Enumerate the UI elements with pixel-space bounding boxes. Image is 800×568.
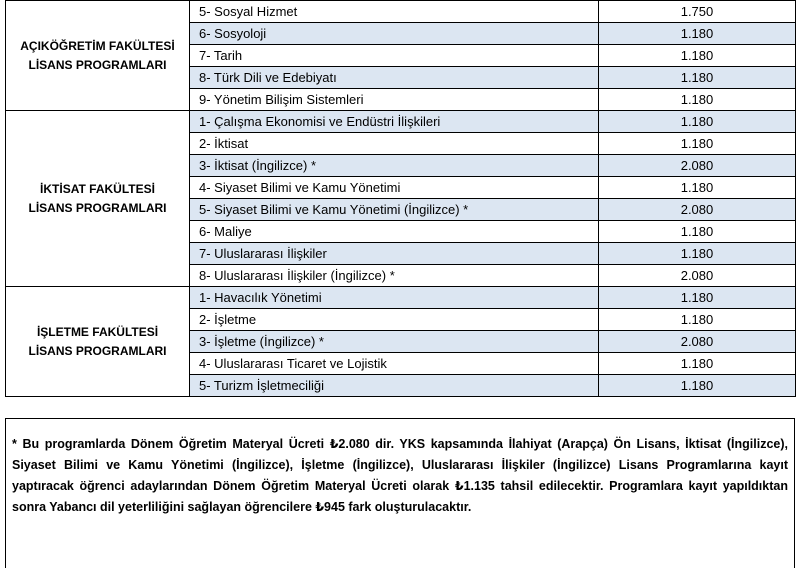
program-fee-cell: 1.180 — [599, 111, 796, 133]
program-name-cell: 6- Maliye — [190, 221, 599, 243]
program-fee-cell: 1.750 — [599, 1, 796, 23]
program-name-cell: 8- Uluslararası İlişkiler (İngilizce) * — [190, 265, 599, 287]
program-fee-cell: 2.080 — [599, 155, 796, 177]
program-name-cell: 7- Uluslararası İlişkiler — [190, 243, 599, 265]
program-fee-table-body — [6, 1, 796, 397]
program-name-cell: 3- İktisat (İngilizce) * — [190, 155, 599, 177]
program-row — [6, 111, 796, 133]
program-name-cell: 1- Havacılık Yönetimi — [190, 287, 599, 309]
program-fee-cell: 1.180 — [599, 375, 796, 397]
faculty-name-cell — [6, 1, 190, 111]
program-fee-cell: 1.180 — [599, 23, 796, 45]
program-fee-cell: 1.180 — [599, 243, 796, 265]
faculty-name-line: İKTİSAT FAKÜLTESİ — [40, 181, 155, 196]
faculty-name-cell — [6, 287, 190, 397]
program-name-cell: 7- Tarih — [190, 45, 599, 67]
program-name-cell: 2- İşletme — [190, 309, 599, 331]
program-name-cell: 4- Uluslararası Ticaret ve Lojistik — [190, 353, 599, 375]
program-name-cell: 1- Çalışma Ekonomisi ve Endüstri İlişkileri — [190, 111, 599, 133]
faculty-name-cell — [6, 111, 190, 287]
faculty-name-line: İŞLETME FAKÜLTESİ — [36, 324, 159, 339]
program-row — [6, 287, 796, 309]
faculty-name-line: LİSANS PROGRAMLARI — [28, 343, 167, 358]
footnote-box — [5, 418, 795, 568]
program-fee-cell: 1.180 — [599, 45, 796, 67]
program-name-cell: 9- Yönetim Bilişim Sistemleri — [190, 89, 599, 111]
program-name-cell: 5- Sosyal Hizmet — [190, 1, 599, 23]
program-name-cell: 5- Siyaset Bilimi ve Kamu Yönetimi (İngilizce) * — [190, 199, 599, 221]
program-fee-cell: 1.180 — [599, 353, 796, 375]
footnote-text: * Bu programlarda Dönem Öğretim Materyal Ücreti ₺2.080 dir. YKS kapsamında İlahiyat (Arapça) Ön Lisans, İktisat (İngilizce), Siyaset Bilimi ve Kamu Yönetimi (İngilizce), İşletme (İngilizce), Uluslararası İlişkiler (İngilizce) Lisans Programlarına kayıt yaptıracak öğrenci adaylarından Dönem Öğretim Materyal Ücreti olarak ₺1.135 tahsil edilecektir. Programlara kayıt yapıldıktan sonra Yabancı dil yeterliliğini sağlayan öğrencilere ₺945 fark oluşturulacaktır. — [12, 437, 788, 514]
program-name-cell: 3- İşletme (İngilizce) * — [190, 331, 599, 353]
program-row — [6, 1, 796, 23]
faculty-name-line: LİSANS PROGRAMLARI — [28, 57, 167, 72]
program-fee-cell: 1.180 — [599, 67, 796, 89]
program-fee-cell: 1.180 — [599, 133, 796, 155]
faculty-name-line: AÇIKÖĞRETİM FAKÜLTESİ — [20, 38, 175, 53]
program-fee-cell: 1.180 — [599, 309, 796, 331]
program-fee-cell: 2.080 — [599, 331, 796, 353]
program-name-cell: 5- Turizm İşletmeciliği — [190, 375, 599, 397]
program-fee-cell: 1.180 — [599, 221, 796, 243]
program-fee-cell: 1.180 — [599, 177, 796, 199]
faculty-name-line: LİSANS PROGRAMLARI — [28, 200, 167, 215]
program-fee-cell: 2.080 — [599, 199, 796, 221]
program-fee-cell: 2.080 — [599, 265, 796, 287]
program-name-cell: 6- Sosyoloji — [190, 23, 599, 45]
program-fee-cell: 1.180 — [599, 287, 796, 309]
program-name-cell: 4- Siyaset Bilimi ve Kamu Yönetimi — [190, 177, 599, 199]
program-fee-table — [5, 0, 796, 397]
program-name-cell: 2- İktisat — [190, 133, 599, 155]
program-name-cell: 8- Türk Dili ve Edebiyatı — [190, 67, 599, 89]
program-fee-cell: 1.180 — [599, 89, 796, 111]
